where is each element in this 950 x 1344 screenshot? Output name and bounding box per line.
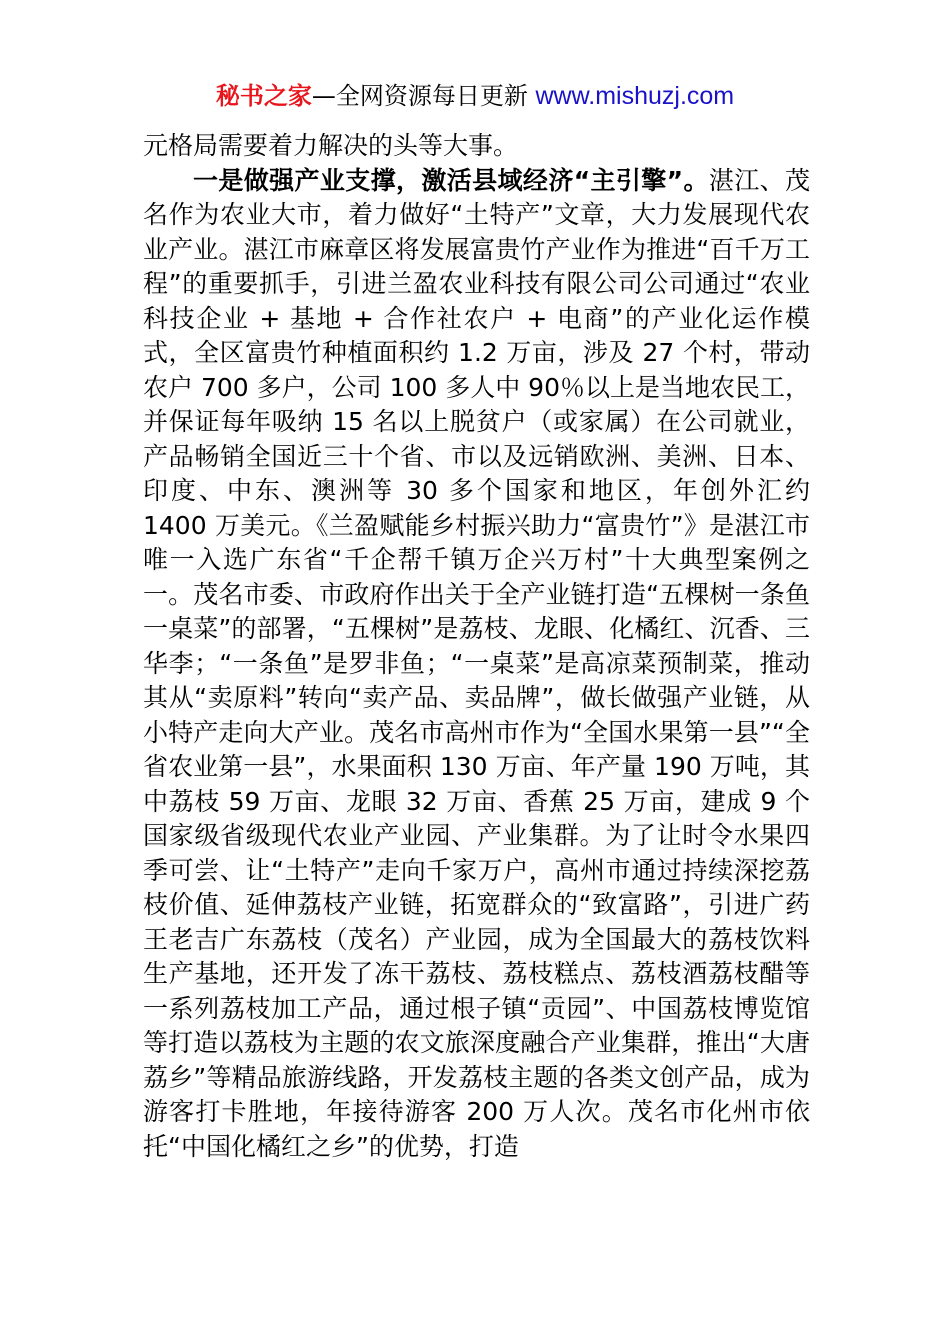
site-tagline: —全网资源每日更新 bbox=[311, 82, 536, 110]
paragraph-lead-heading: 一是做强产业支撑，激活县域经济“主引擎”。 bbox=[193, 165, 709, 195]
paragraph-continued: 元格局需要着力解决的头等大事。 bbox=[143, 131, 519, 160]
site-brand: 秘书之家 bbox=[215, 82, 312, 110]
site-header bbox=[0, 80, 950, 112]
paragraph-industry-support bbox=[143, 164, 810, 1165]
document-body bbox=[143, 129, 810, 1164]
paragraph-body-text: 湛江、茂名作为农业大市，着力做好“土特产”文章，大力发展现代农业产业。湛江市麻章区将发展富贵竹产业作为推进“百千万工程”的重要抓手，引进兰盈农业科技有限公司公司通过“农业科技企业 + 基地 + 合作社农户 + 电商”的产业化运作模式，全区富贵竹种植面积约 1.2 万亩，涉及 27 个村，带动农户 700 多户，公司 100 多人中 90％以上是当地农民工，并保证每年吸纳 15 名以上脱贫户（或家属）在公司就业，产品畅销全国近三十个省、市以及远销欧洲、美洲、日本、印度、中东、澳洲等 30 多个国家和地区，年创外汇约 1400 万美元。《兰盈赋能乡村振兴助力“富贵竹”》是湛江市唯一入选广东省“千企帮千镇万企兴万村”十大典型案例之一。茂名市委、市政府作出关于全产业链打造“五棵树一条鱼一桌菜”的部署，“五棵树”是荔枝、龙眼、化橘红、沉香、三华李；“一条鱼”是罗非鱼；“一桌菜”是高凉菜预制菜，推动其从“卖原料”转向“卖产品、卖品牌”，做长做强产业链，从小特产走向大产业。茂名市高州市作为“全国水果第一县”“全省农业第一县”，水果面积 130 万亩、年产量 190 万吨，其中荔枝 59 万亩、龙眼 32 万亩、香蕉 25 万亩，建成 9 个国家级省级现代农业产业园、产业集群。为了让时令水果四季可尝、让“土特产”走向千家万户，高州市通过持续深挖荔枝价值、延伸荔枝产业链，拓宽群众的“致富路”，引进广药王老吉广东荔枝（茂名）产业园，成为全国最大的荔枝饮料生产基地，还开发了冻干荔枝、荔枝糕点、荔枝酒荔枝醋等一系列荔枝加工产品，通过根子镇“贡园”、中国荔枝博览馆等打造以荔枝为主题的农文旅深度融合产业集群，推出“大唐荔乡”等精品旅游线路，开发荔枝主题的各类文创产品，成为游客打卡胜地，年接待游客 200 万人次。茂名市化州市依托“中国化橘红之乡”的优势，打造 bbox=[143, 165, 810, 1161]
site-url-link[interactable]: www.mishuzj.com bbox=[535, 82, 735, 110]
